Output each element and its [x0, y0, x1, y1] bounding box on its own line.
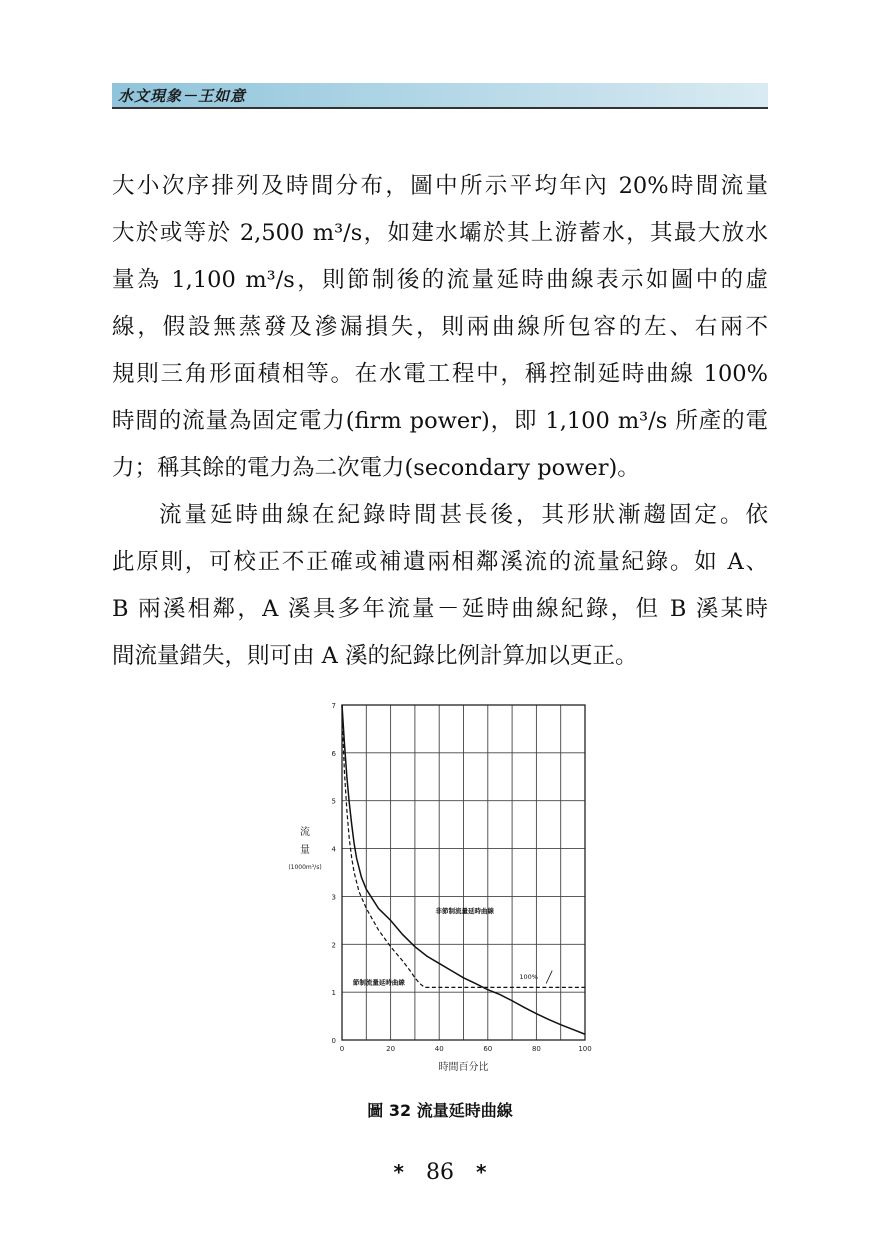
text-line: 力；稱其餘的電力為二次電力(secondary power)。: [112, 455, 640, 481]
text-line: 線，假設無蒸發及滲漏損失，則兩曲線所包容的左、右兩不: [112, 314, 768, 340]
text-line: 此原則，可校正不正確或補遺兩相鄰溪流的流量紀錄。如 A、: [112, 549, 768, 575]
flow-duration-chart: [275, 695, 605, 1080]
y-tick-label: 2: [331, 941, 336, 950]
y-tick-label: 5: [331, 797, 336, 806]
text-line: 大於或等於 2,500 m³/s，如建水壩於其上游蓄水，其最大放水: [112, 220, 768, 246]
text-line: 量為 1,100 m³/s，則節制後的流量延時曲線表示如圖中的虛: [112, 267, 768, 293]
x-tick-label: 80: [531, 1045, 541, 1053]
y-tick-label: 7: [331, 702, 336, 710]
page-number: 86: [426, 1160, 454, 1185]
body-text: [112, 163, 768, 680]
percent-label-pointer: [546, 971, 552, 984]
x-tick-label: 60: [483, 1045, 493, 1053]
x-tick-label: 100: [578, 1045, 592, 1053]
page-star-right: *: [476, 1160, 487, 1184]
chart-svg: [275, 695, 605, 1080]
paragraph-1: [112, 163, 768, 492]
y-tick-label: 4: [331, 845, 336, 854]
page-star-left: *: [393, 1160, 404, 1184]
x-axis-label: 時間百分比: [438, 1062, 489, 1073]
paragraph-2: [112, 492, 768, 680]
regulated-curve-label: 節制流量延時曲線: [352, 978, 405, 987]
chart-labels: [288, 702, 591, 1073]
y-tick-label: 3: [331, 893, 336, 902]
percent-label: 100%: [519, 973, 538, 982]
text-line: 時間的流量為固定電力(firm power)，即 1,100 m³/s 所產的電: [112, 408, 768, 434]
header-rule: [112, 107, 768, 109]
x-tick-label: 0: [339, 1045, 345, 1053]
y-tick-label: 6: [331, 749, 336, 758]
figure-caption: 圖 32 流量延時曲線: [367, 1101, 513, 1120]
x-tick-label: 40: [434, 1045, 444, 1053]
y-tick-label: 1: [331, 989, 336, 998]
y-axis-unit: (1000m³/s): [288, 864, 322, 871]
y-axis-label: 量: [300, 845, 310, 856]
running-header-title: 水文現象－王如意: [118, 87, 247, 105]
text-line: B 兩溪相鄰，A 溪具多年流量－延時曲線紀錄，但 B 溪某時: [112, 596, 768, 622]
x-tick-label: 20: [386, 1045, 396, 1053]
page-footer: [0, 1160, 880, 1185]
chart-grid: [342, 705, 585, 1040]
text-line: 規則三角形面積相等。在水電工程中，稱控制延時曲線 100%: [112, 361, 768, 387]
text-line: 流量延時曲線在紀錄時間甚長後，其形狀漸趨固定。依: [159, 502, 768, 528]
unregulated-curve-label: 非節制流量延時曲線: [435, 907, 495, 916]
y-axis-label: 流: [300, 827, 310, 838]
text-line: 大小次序排列及時間分布，圖中所示平均年內 20%時間流量: [112, 173, 768, 199]
y-tick-label: 0: [331, 1037, 336, 1045]
text-line: 間流量錯失，則可由 A 溪的紀錄比例計算加以更正。: [112, 643, 638, 669]
